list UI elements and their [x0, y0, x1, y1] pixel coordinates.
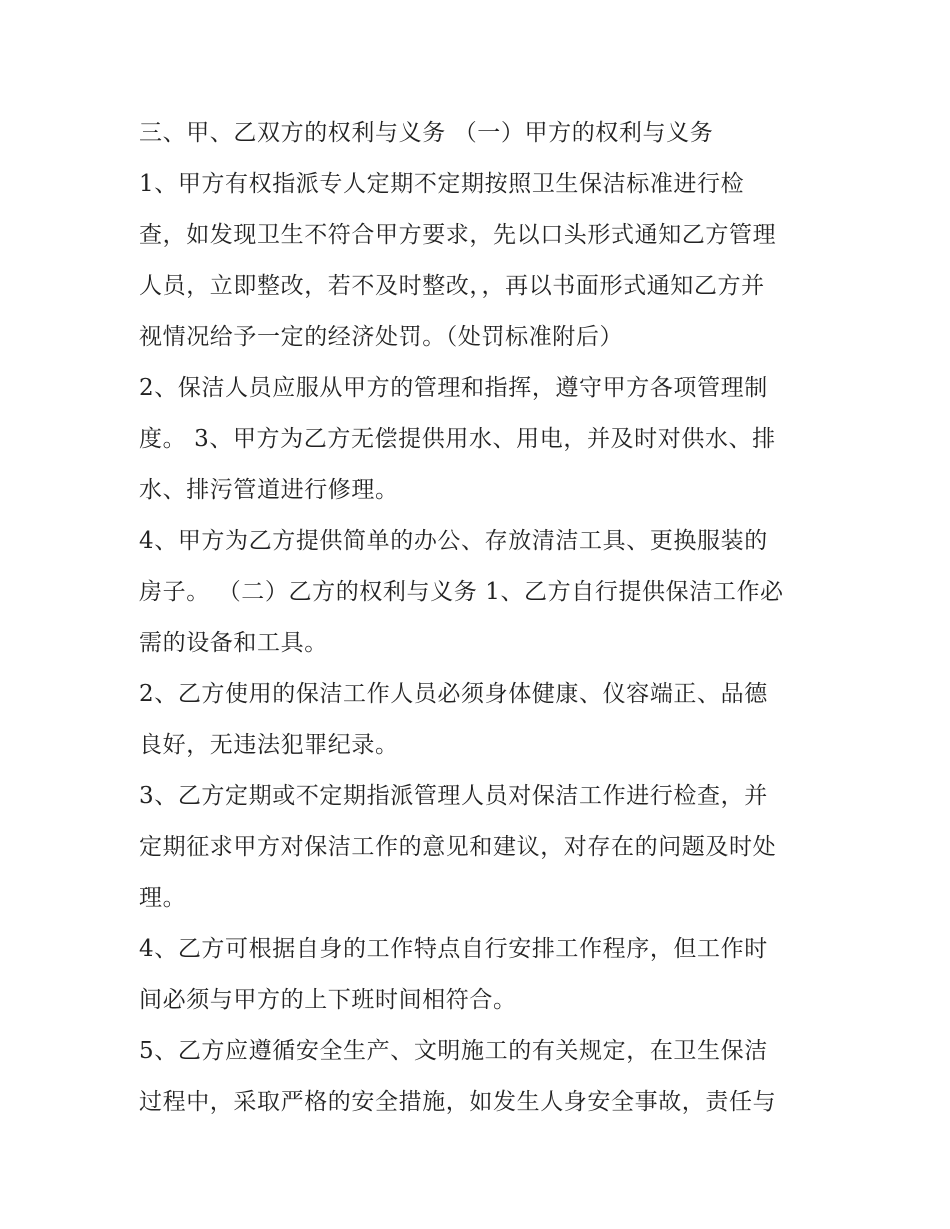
text-line: 2、乙方使用的保洁工作人员必须身体健康、仪容端正、品德 — [139, 681, 768, 707]
text-line: 需的设备和工具。 — [139, 630, 328, 656]
text-line: 人员，立即整改，若不及时整改，，再以书面形式通知乙方并 — [139, 273, 765, 299]
text-line: 理。 — [139, 885, 187, 911]
section-heading-rights-obligations: 三、甲、乙双方的权利与义务 （一）甲方的权利与义务 — [139, 120, 714, 146]
text-line: 3、乙方定期或不定期指派管理人员对保洁工作进行检查，并 — [139, 783, 768, 809]
text-line: 水、排污管道进行修理。 — [139, 477, 399, 503]
contract-text — [139, 108, 829, 1128]
text-line: 5、乙方应遵循安全生产、文明施工的有关规定，在卫生保洁 — [139, 1038, 768, 1064]
text-line: 定期征求甲方对保洁工作的意见和建议，对存在的问题及时处 — [139, 834, 777, 860]
text-line: 查，如发现卫生不符合甲方要求，先以口头形式通知乙方管理 — [139, 222, 777, 248]
text-line: 间必须与甲方的上下班时间相符合。 — [139, 987, 517, 1013]
text-line: 1、甲方有权指派专人定期不定期按照卫生保洁标准进行检 — [139, 171, 745, 197]
text-line: 房子。 （二）乙方的权利与义务 1、乙方自行提供保洁工作必 — [139, 579, 784, 605]
text-line: 4、乙方可根据自身的工作特点自行安排工作程序，但工作时 — [139, 936, 768, 962]
text-line: 过程中，采取严格的安全措施，如发生人身安全事故，责任与 — [139, 1089, 777, 1115]
text-line: 视情况给予一定的经济处罚。（处罚标准附后） — [139, 324, 624, 350]
text-line: 2、保洁人员应服从甲方的管理和指挥，遵守甲方各项管理制 — [139, 375, 768, 401]
text-line: 良好，无违法犯罪纪录。 — [139, 732, 399, 758]
text-line: 4、甲方为乙方提供简单的办公、存放清洁工具、更换服装的 — [139, 528, 768, 554]
text-line: 度。 3、甲方为乙方无偿提供用水、用电，并及时对供水、排 — [139, 426, 776, 452]
